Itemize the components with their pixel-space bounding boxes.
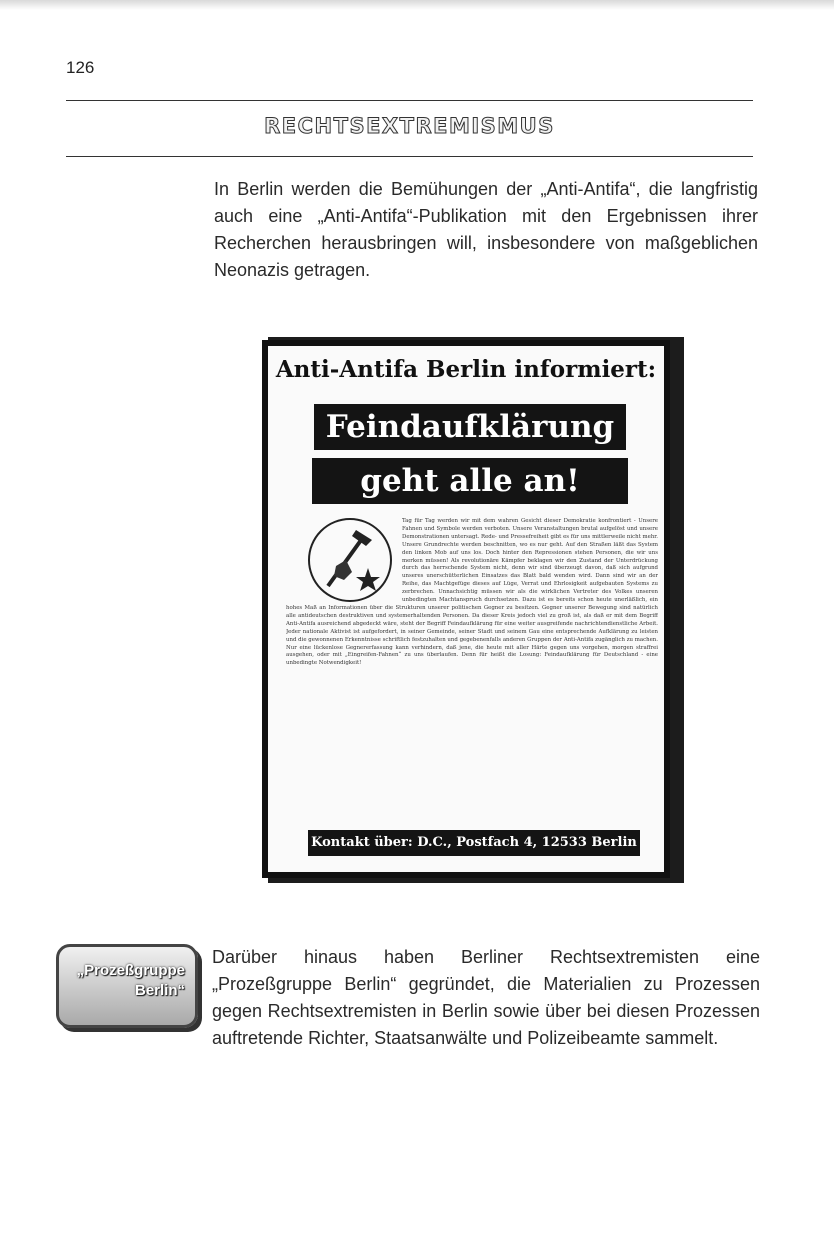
header-rule-top [66, 100, 753, 101]
scan-edge-shade [0, 0, 834, 10]
page-number: 126 [66, 58, 95, 77]
paragraph-prozessgruppe: Darüber hinaus haben Berliner Rechtsextremisten eine „Prozeßgruppe Berlin“ gegründet, die Materialien zu Prozessen gegen Rechtsextremisten in Berlin sowie über bei diesen Prozessen auftretende Richter, Staatsanwälte und Polizeibeamte sammelt. [212, 947, 760, 1048]
poster-image [262, 340, 670, 878]
poster-contact-bar: Kontakt über: D.C., Postfach 4, 12533 Berlin [308, 830, 640, 856]
emblem-icon [306, 516, 394, 604]
running-head: RECHTSEXTREMISMUS [264, 114, 555, 138]
paragraph-anti-antifa: In Berlin werden die Bemühungen der „Anti-Antifa“, die langfristig auch eine „Anti-Antifa“-Publikation mit den Ergebnissen ihrer Recherchen herausbringen will, insbesondere von maßgeblichen Neonazis getragen. [214, 179, 758, 280]
poster-body-text: Tag für Tag werden wir mit dem wahren Gesicht dieser Demokratie konfrontiert - Unsere Fahnen und Symbole werden verboten. Unsere Veranstaltungen brutal aufgelöst und unsere Demonstrationen untersagt. Rede- und Pressefreiheit gibt es für uns mittlerweile nicht mehr. Unsere Grundrechte werden beschnitten, wo es nur geht. Auf den Straßen läßt das System den linken Mob auf uns los. Doch hinter den Repressionen stehen Personen, die wir uns merken müssen! Als revolutionäre Kämpfer beklagen wir den Zustand der Unterdrückung durch das herrschende System nicht, denn wir sind überzeugt davon, daß sich aufgrund unseres unerschütterlichen Einsatzes das Blatt bald wenden wird. Dann sind wir an der Reihe, das Machtgefüge dieses auf Lüge, Verrat und Ehrlosigkeit aufgebauten Systems zu zerbrechen. Unnachsichtig müssen wir als die wirklichen Vertreter des Volkes unseren unbedingten Machtanspruch durchsetzen. Dazu ist es bereits schon heute unerläßlich, ein hohes Maß an Informationen über die Strukturen unserer politischen Gegner zu besitzen. Gegner unserer Bewegung sind natürlich alle antideutschen destruktiven und systemerhaltenden Personen. Da dieser Kreis jedoch viel zu groß ist, als daß er mit dem Begriff Anti-Antifa ausreichend abgedeckt wäre, steht der Begriff Feindaufklärung für eine weiter ausgreifende nachrichtendienstliche Arbeit. Jeder nationale Aktivist ist aufgefordert, in seiner Gemeinde, seiner Stadt und seinem Gau eine entsprechende Aufklärung zu leisten und die gewonnenen Erkenntnisse schriftlich festzuhalten und gegebenenfalls anderen Gruppen der Anti-Antifa zugänglich zu machen. Nur eine lückenlose Gegnererfassung kann verhindern, daß jene, die heute mit aller Härte gegen uns vorgehen, morgen straffrei ausgehen, oder mit „Eingreifen-Fahnen“ zu uns überlaufen. Denn für heißt die Losung: Feindaufklärung für Deutschland - eine unbedingte Notwendigkeit! [286, 518, 658, 667]
poster-title: Anti-Antifa Berlin informiert: [275, 356, 657, 383]
sidebar-label-prozessgruppe [56, 944, 198, 1028]
poster-banner-geht-alle-an: geht alle an! [312, 458, 628, 504]
header-rule-bottom [66, 156, 753, 157]
sidebar-label-text: „Prozeßgruppe Berlin“ [76, 962, 185, 999]
poster-banner-feindaufklaerung: Feindaufklärung [314, 404, 626, 450]
